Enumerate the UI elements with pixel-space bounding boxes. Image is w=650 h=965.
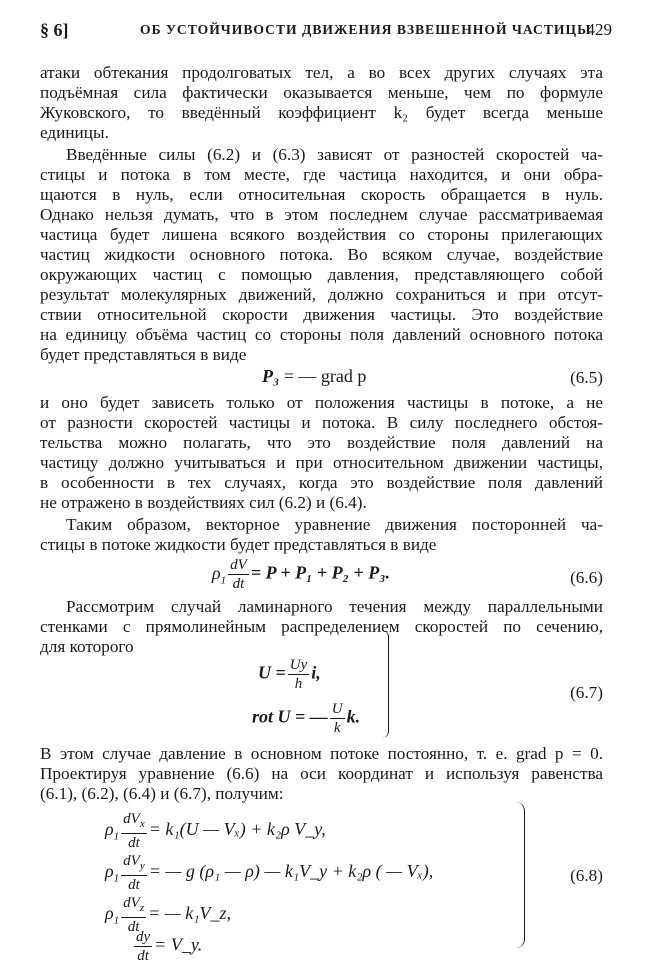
text-line: ствии относительной скорости движения частицы. Это воздействие xyxy=(40,305,603,324)
text-line: Таким образом, векторное уравнение движения посторонней ча- xyxy=(66,515,603,534)
equation-6-6: $\rho_1$ $\frac{dV}{dt}$ = P + P₁ + P₂ + P₃. xyxy=(212,557,390,592)
equation-6-7-line1: U = $\frac{Uy}{h}$ i, xyxy=(258,657,321,692)
equation-number: (6.7) xyxy=(570,683,603,702)
right-brace xyxy=(516,802,525,948)
text-line: стенками с прямолинейным распределением скоростей по сечению, xyxy=(40,617,603,636)
text-line: Однако нельзя думать, что в этом последнем случае рассматриваемая xyxy=(40,205,603,224)
text-line: и оно будет зависеть только от положения частицы в потоке, а не xyxy=(40,393,603,412)
equation-number: (6.8) xyxy=(570,866,603,885)
text-line: стицы и потока в том месте, где частица находится, и они обра- xyxy=(40,165,603,184)
text-line: тельства можно полагать, что это воздействие поля давлений на xyxy=(40,433,603,452)
text-line: частиц жидкости основного потока. Во всяком случае, воздействие xyxy=(40,245,603,264)
section-mark: § 6] xyxy=(40,20,69,40)
page-number: 429 xyxy=(586,20,612,39)
eq-lhs: U = xyxy=(258,662,286,683)
text-line: на единицу объёма частиц со стороны поля давлений основного потока xyxy=(40,325,603,344)
text-line: (6.1), (6.2), (6.4) и (6.7), получим: xyxy=(40,784,284,803)
eq-rhs: = — grad p xyxy=(283,366,367,386)
text-line: подъёмная сила фактически оказывается меньше, чем по формуле xyxy=(40,83,603,102)
text-line: частицу должно учитываться и при относительном движении частицы, xyxy=(40,453,603,472)
eq-lhs: rot U = — xyxy=(252,706,328,727)
text-line: от разности скоростей частицы и потока. В силу последнего обстоя- xyxy=(40,413,603,432)
eq-tail: k. xyxy=(346,706,361,727)
equation-6-8-line2: $\rho_1$ $\frac{dV_y}{dt}$ = — g (ρ₁ — ρ) — k₁V_y + k₂ρ ( — Vₓ), xyxy=(105,853,434,893)
equation-6-8-line4: $\frac{dy}{dt}$ = V_y. xyxy=(136,929,203,964)
text-line: В этом случае давление в основном потоке постоянно, т. е. grad p = 0. xyxy=(40,744,603,763)
right-brace xyxy=(382,630,389,738)
text-line: не отражено в воздействиях сил (6.2) и (6.4). xyxy=(40,493,367,512)
text-line: щаются в нуль, если относительная скорость обращается в нуль. xyxy=(40,185,603,204)
eq-tail: i, xyxy=(311,662,321,683)
eq-rhs: = — g (ρ₁ — ρ) — k₁V_y + k₂ρ ( — Vₓ), xyxy=(148,861,434,882)
running-header xyxy=(40,20,612,46)
text-line: в особенности в тех случаях, когда это воздействие поля давлений xyxy=(40,473,603,492)
text-line: будет представляться в виде xyxy=(40,345,247,364)
text-line: Проектируя уравнение (6.6) на оси координат и используя равенства xyxy=(40,764,603,783)
text-line: единицы. xyxy=(40,123,109,142)
text-line: результат молекулярных движений, должно сохраниться и при отсут- xyxy=(40,285,603,304)
equation-6-8-line1: $\rho_1$ $\frac{dV_x}{dt}$ = k₁(U — Vₓ) + k₂ρ V_y, xyxy=(105,811,326,851)
text-line: частица будет лишена всякого воздействия со стороны прилегающих xyxy=(40,225,603,244)
text-line: атаки обтекания продолговатых тел, а во всех других случаях эта xyxy=(40,63,603,82)
eq-lhs: P₃ xyxy=(262,366,280,386)
text-line: Введённые силы (6.2) и (6.3) зависят от разностей скоростей ча- xyxy=(66,145,603,164)
equation-6-8-line3: $\rho_1$ $\frac{dV_z}{dt}$ = — k₁V_z, xyxy=(105,895,231,935)
equation-number: (6.5) xyxy=(570,368,603,387)
eq-rhs: = P + P₁ + P₂ + P₃. xyxy=(250,562,390,583)
equation-number: (6.6) xyxy=(570,568,603,587)
text-line: окружающих частиц с помощью давления, представляющего собой xyxy=(40,265,603,284)
eq-rhs: = V_y. xyxy=(154,934,203,955)
eq-rhs: = k₁(U — Vₓ) + k₂ρ V_y, xyxy=(148,819,326,840)
equation-6-5 xyxy=(262,366,366,387)
equation-6-7-line2: rot U = — $\frac{U}{k}$ k. xyxy=(252,701,361,736)
text-line: стицы в потоке жидкости будет представляться в виде xyxy=(40,535,437,554)
text-line: для которого xyxy=(40,637,134,656)
text-line: Рассмотрим случай ламинарного течения между параллельными xyxy=(66,597,603,616)
eq-rhs: = — k₁V_z, xyxy=(148,903,231,924)
running-title: ОБ УСТОЙЧИВОСТИ ДВИЖЕНИЯ ВЗВЕШЕННОЙ ЧАСТИЦЫ xyxy=(140,22,592,37)
text-line: Жуковского, то введённый коэффициент k₂ будет всегда меньше xyxy=(40,103,603,122)
